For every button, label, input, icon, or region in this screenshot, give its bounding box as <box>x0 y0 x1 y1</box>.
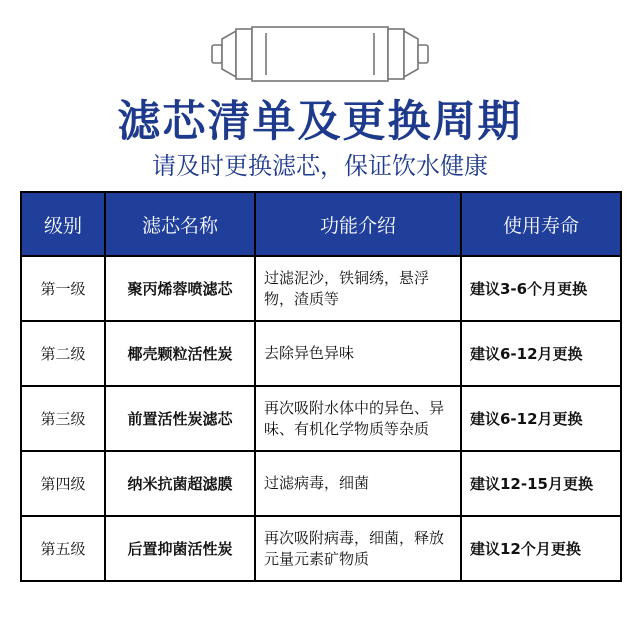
level-cell: 第二级 <box>21 321 105 386</box>
level-cell: 第三级 <box>21 386 105 451</box>
page-title: 滤芯清单及更换周期 <box>117 97 523 147</box>
table-row <box>21 321 621 386</box>
level-cell: 第五级 <box>21 516 105 581</box>
function-cell: 过滤泥沙，铁铜绣，悬浮物，渣质等 <box>255 256 461 321</box>
filter-cartridge-illustration <box>210 25 430 87</box>
column-header-function: 功能介绍 <box>255 192 461 256</box>
level-cell: 第四级 <box>21 451 105 516</box>
filter-name-cell: 前置活性炭滤芯 <box>105 386 255 451</box>
column-header-level: 级别 <box>21 192 105 256</box>
level-cell: 第一级 <box>21 256 105 321</box>
filter-name-cell: 聚丙烯蓉喷滤芯 <box>105 256 255 321</box>
function-cell: 再次吸附水体中的异色、异味、有机化学物质等杂质 <box>255 386 461 451</box>
function-cell: 再次吸附病毒，细菌，释放元量元素矿物质 <box>255 516 461 581</box>
column-header-name: 滤芯名称 <box>105 192 255 256</box>
table-row <box>21 451 621 516</box>
table-header-row <box>21 192 621 256</box>
column-header-lifespan: 使用寿命 <box>461 192 621 256</box>
filter-lifespan-table <box>20 191 622 582</box>
filter-name-cell: 椰壳颗粒活性炭 <box>105 321 255 386</box>
lifespan-cell: 建议6-12月更换 <box>461 321 621 386</box>
table-row <box>21 516 621 581</box>
page-subtitle: 请及时更换滤芯，保证饮水健康 <box>152 152 488 180</box>
table-row <box>21 256 621 321</box>
table-row <box>21 386 621 451</box>
lifespan-cell: 建议3-6个月更换 <box>461 256 621 321</box>
lifespan-cell: 建议12个月更换 <box>461 516 621 581</box>
function-cell: 去除异色异味 <box>255 321 461 386</box>
filter-name-cell: 后置抑菌活性炭 <box>105 516 255 581</box>
lifespan-cell: 建议6-12月更换 <box>461 386 621 451</box>
lifespan-cell: 建议12-15月更换 <box>461 451 621 516</box>
function-cell: 过滤病毒，细菌 <box>255 451 461 516</box>
filter-name-cell: 纳米抗菌超滤膜 <box>105 451 255 516</box>
